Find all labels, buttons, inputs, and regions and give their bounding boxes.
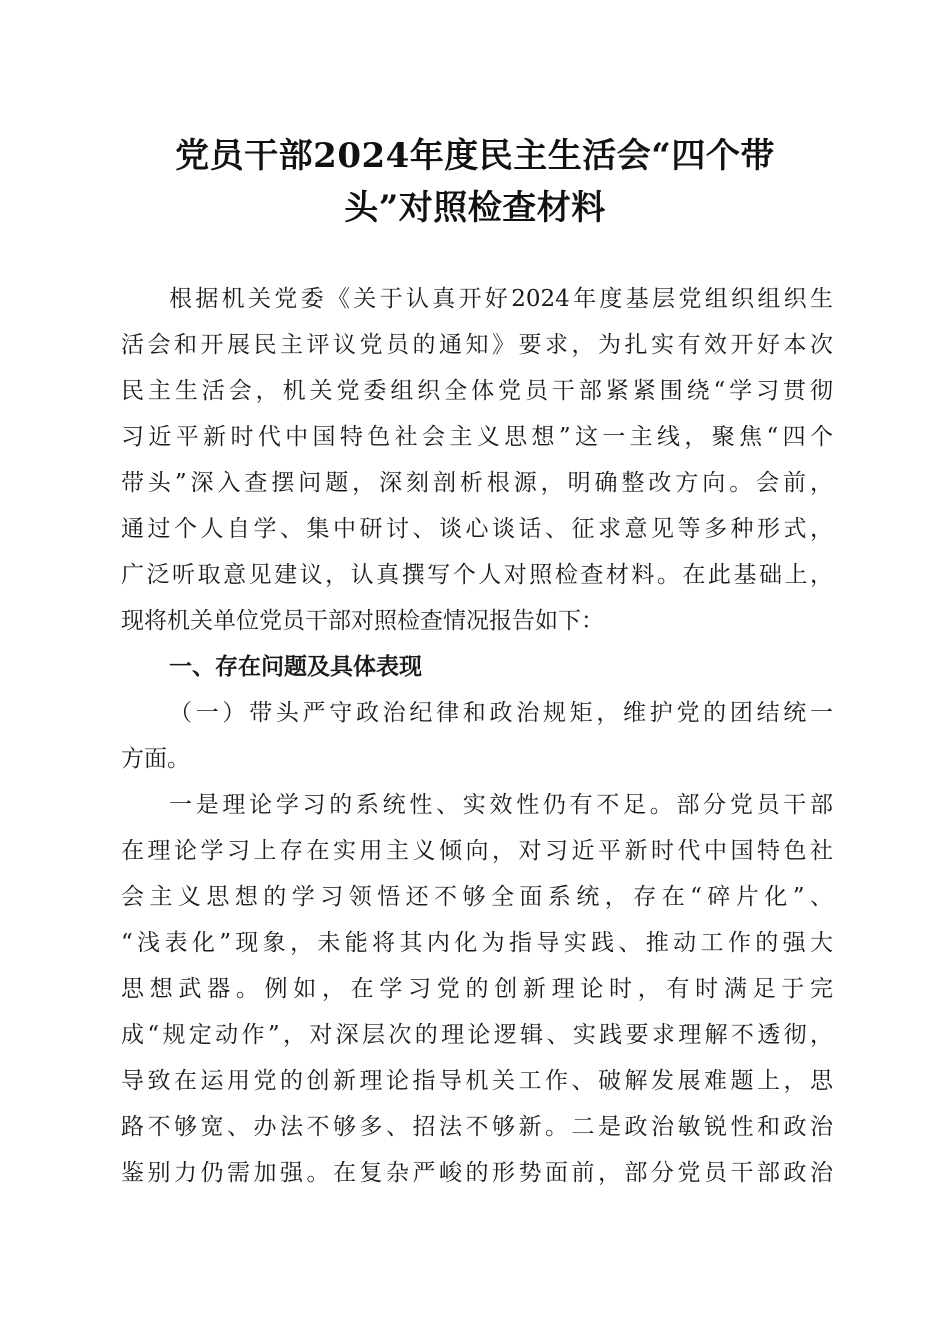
- paragraph-line: “浅表化”现象，未能将其内化为指导实践、推动工作的强大: [121, 930, 833, 956]
- title-line-1: 党员干部2024年度民主生活会“四个带: [175, 136, 775, 176]
- title-line-2: 头”对照检查材料: [344, 188, 606, 228]
- subsection-line: 方面。: [121, 746, 190, 772]
- section-heading: 一、存在问题及具体表现: [169, 653, 422, 680]
- document-body: [121, 276, 833, 1196]
- intro-line: 带头”深入查摆问题，深刻剖析根源，明确整改方向。会前，: [121, 470, 833, 496]
- intro-line: 根据机关党委《关于认真开好2024年度基层党组织组织生: [169, 286, 833, 312]
- paragraph-line: 思想武器。例如，在学习党的创新理论时，有时满足于完: [121, 976, 833, 1002]
- paragraph-line: 在理论学习上存在实用主义倾向，对习近平新时代中国特色社: [121, 838, 833, 864]
- intro-line: 民主生活会，机关党委组织全体党员干部紧紧围绕“学习贯彻: [121, 378, 833, 404]
- intro-line: 通过个人自学、集中研讨、谈心谈话、征求意见等多种形式，: [121, 516, 833, 542]
- intro-line: 活会和开展民主评议党员的通知》要求，为扎实有效开好本次: [121, 332, 833, 358]
- paragraph-line: 一是理论学习的系统性、实效性仍有不足。部分党员干部: [169, 792, 833, 818]
- paragraph-line: 成“规定动作”，对深层次的理论逻辑、实践要求理解不透彻，: [121, 1022, 833, 1048]
- intro-line: 广泛听取意见建议，认真撰写个人对照检查材料。在此基础上，: [121, 562, 833, 588]
- intro-line: 现将机关单位党员干部对照检查情况报告如下：: [121, 608, 604, 634]
- paragraph-line: 会主义思想的学习领悟还不够全面系统，存在“碎片化”、: [121, 884, 833, 910]
- paragraph-line: 鉴别力仍需加强。在复杂严峻的形势面前，部分党员干部政治: [121, 1160, 833, 1186]
- paragraph-line: 导致在运用党的创新理论指导机关工作、破解发展难题上，思: [121, 1068, 833, 1094]
- document-title: [140, 130, 810, 234]
- paragraph-line: 路不够宽、办法不够多、招法不够新。二是政治敏锐性和政治: [121, 1114, 833, 1140]
- subsection-line: （一）带头严守政治纪律和政治规矩，维护党的团结统一: [169, 700, 833, 726]
- intro-line: 习近平新时代中国特色社会主义思想”这一主线，聚焦“四个: [121, 424, 833, 450]
